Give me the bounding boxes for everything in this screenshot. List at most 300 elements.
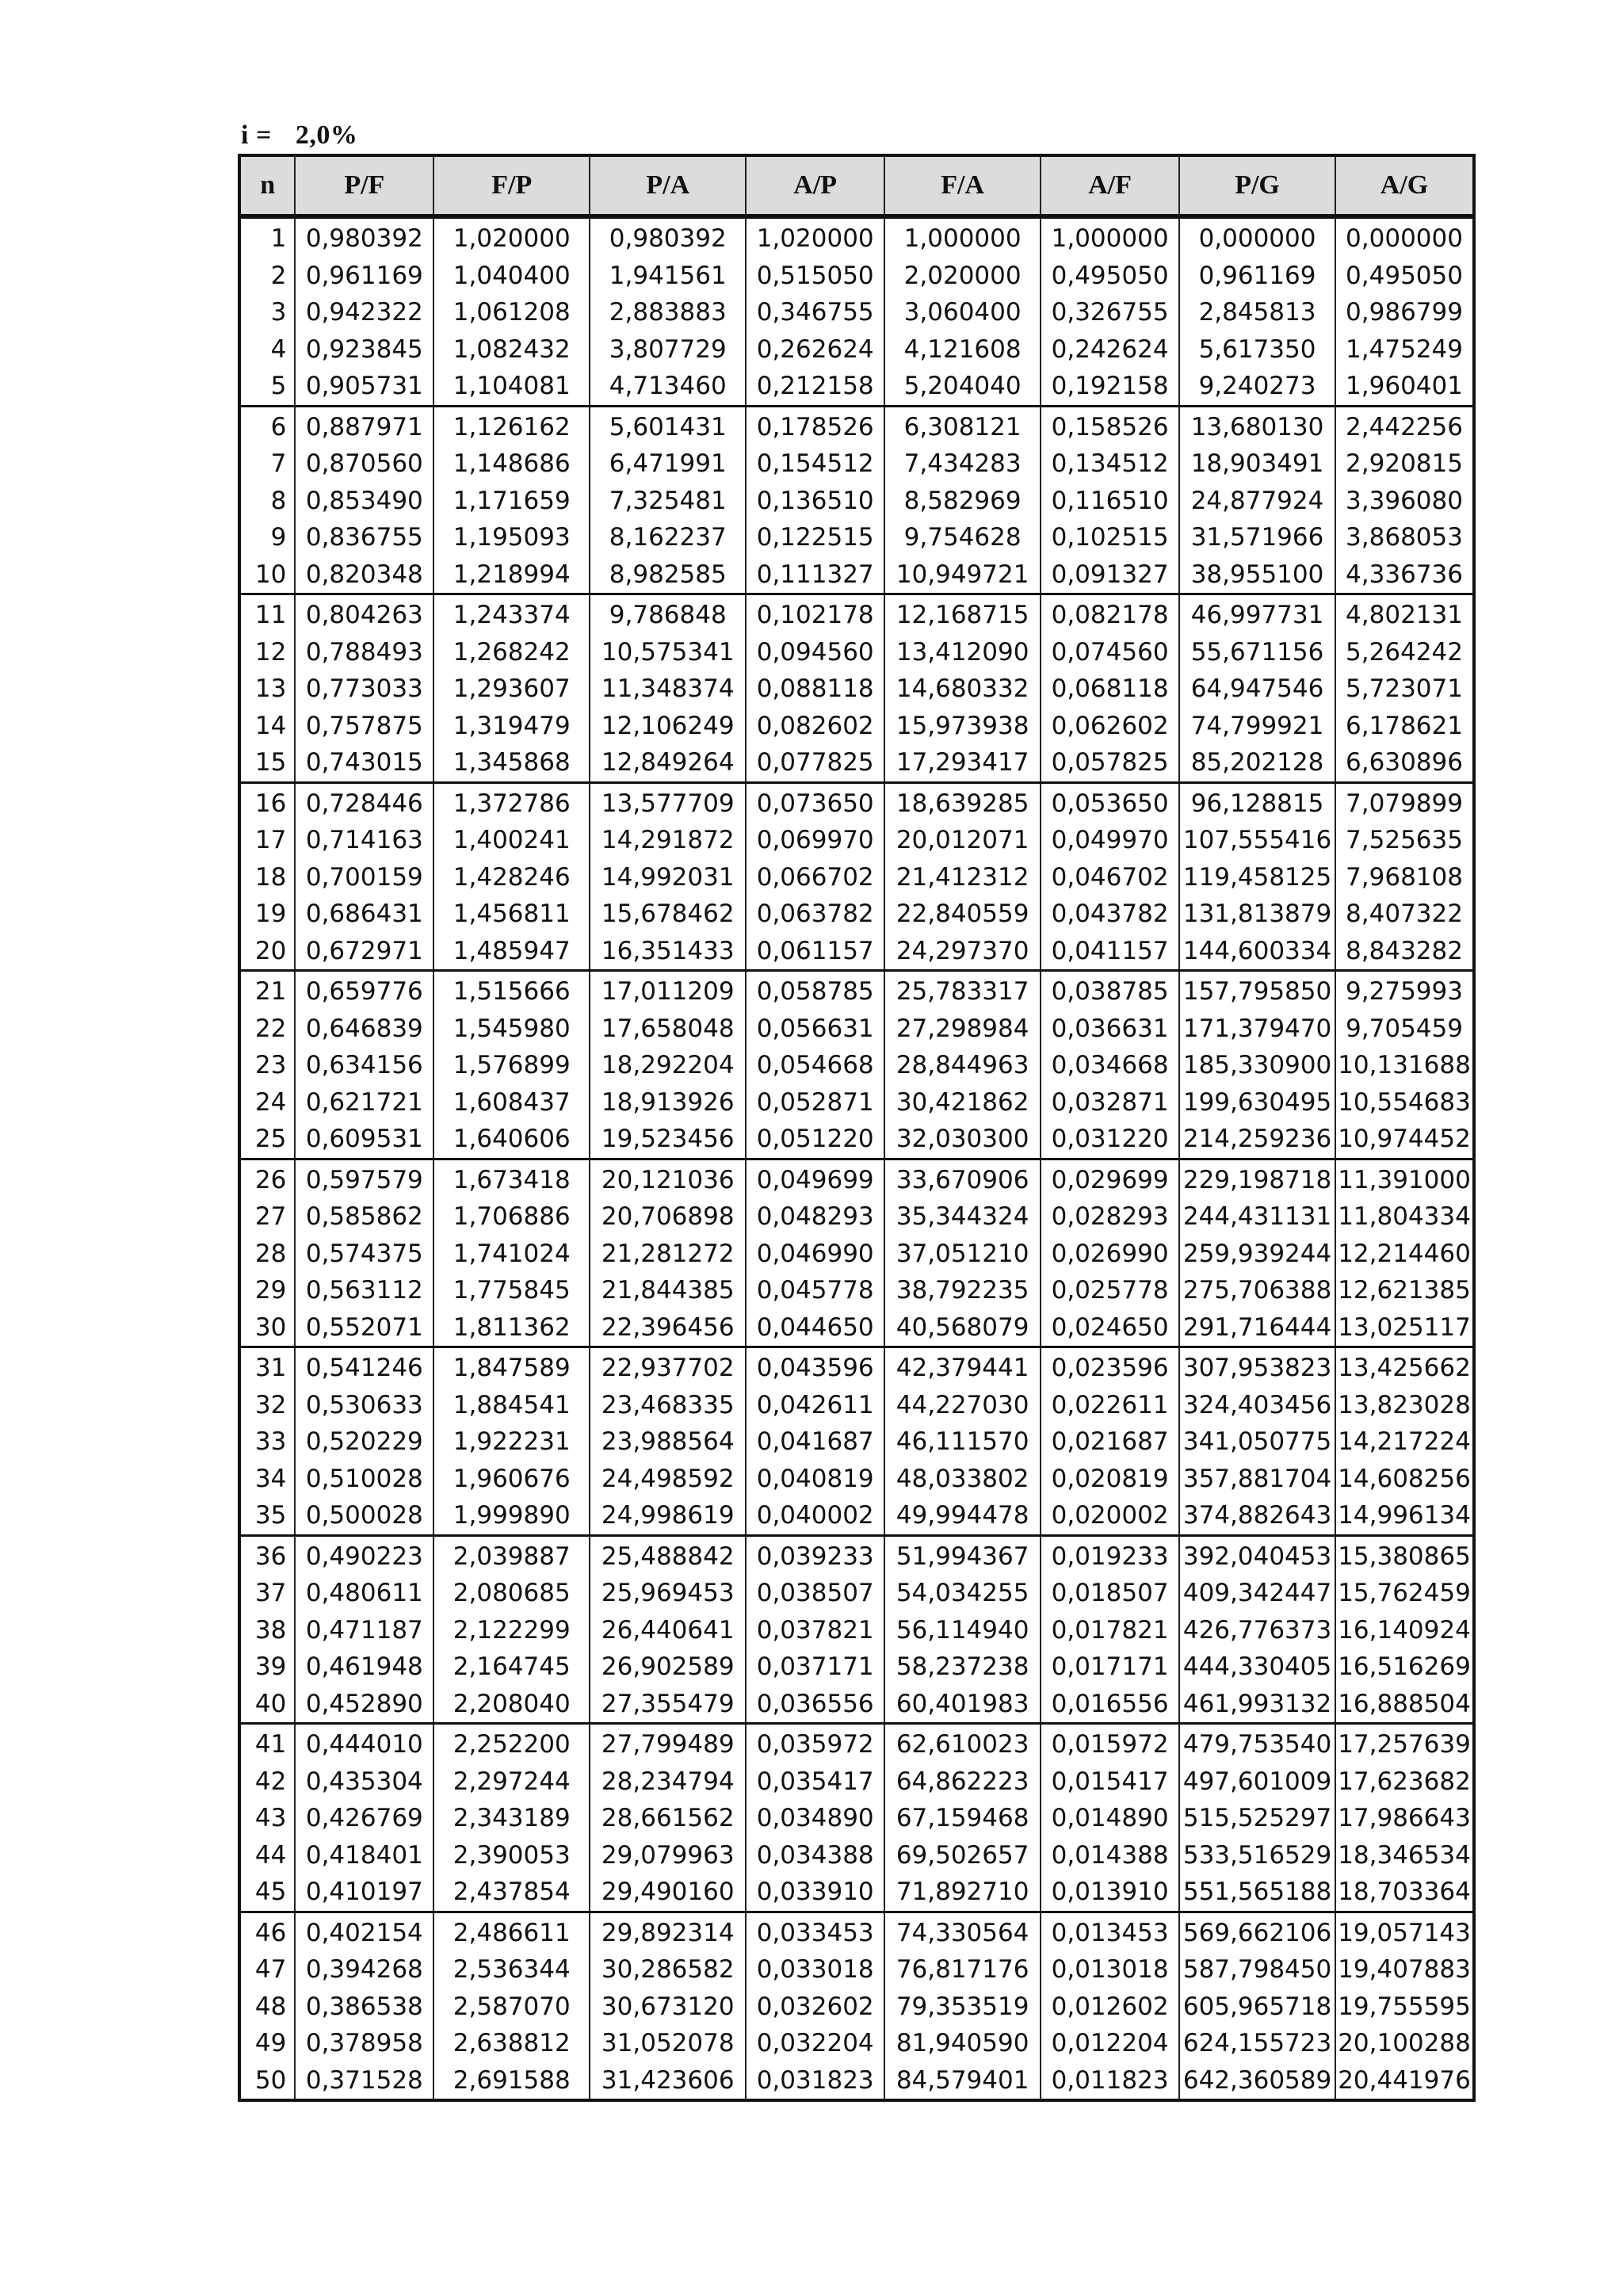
period-cell: 20	[239, 933, 295, 971]
factor-cell: 67,159468	[884, 1800, 1041, 1837]
factor-cell: 0,016556	[1041, 1686, 1179, 1724]
factor-cell: 2,164745	[433, 1648, 590, 1686]
factor-cell: 1,195093	[433, 519, 590, 556]
factor-cell: 15,762459	[1335, 1575, 1474, 1612]
factor-cell: 1,673418	[433, 1159, 590, 1198]
factor-cell: 0,043596	[746, 1347, 884, 1387]
factor-cell: 20,012071	[884, 822, 1041, 859]
period-cell: 6	[239, 406, 295, 445]
table-row	[239, 822, 1474, 859]
table-row	[239, 1648, 1474, 1686]
period-cell: 24	[239, 1084, 295, 1121]
factor-cell: 16,888504	[1335, 1686, 1474, 1724]
factor-cell: 244,431131	[1179, 1198, 1335, 1236]
factor-cell: 7,525635	[1335, 822, 1474, 859]
factor-cell: 31,052078	[590, 2025, 746, 2062]
period-cell: 12	[239, 634, 295, 671]
factor-cell: 25,488842	[590, 1535, 746, 1575]
factor-cell: 0,410197	[295, 1874, 433, 1912]
factor-cell: 20,121036	[590, 1159, 746, 1198]
factor-cell: 0,082602	[746, 708, 884, 745]
factor-cell: 14,291872	[590, 822, 746, 859]
factor-cell: 5,264242	[1335, 634, 1474, 671]
factor-cell: 10,554683	[1335, 1084, 1474, 1121]
factor-cell: 0,039233	[746, 1535, 884, 1575]
factor-cell: 0,597579	[295, 1159, 433, 1198]
factor-cell: 642,360589	[1179, 2062, 1335, 2101]
table-row	[239, 1198, 1474, 1236]
factor-cell: 1,000000	[1041, 216, 1179, 258]
table-row	[239, 1461, 1474, 1498]
table-row	[239, 1272, 1474, 1309]
factor-cell: 29,892314	[590, 1912, 746, 1951]
factor-cell: 0,015417	[1041, 1763, 1179, 1801]
factor-cell: 1,040400	[433, 258, 590, 295]
factor-cell: 0,036631	[1041, 1010, 1179, 1048]
factor-cell: 0,515050	[746, 258, 884, 295]
factor-cell: 0,019233	[1041, 1535, 1179, 1575]
period-cell: 43	[239, 1800, 295, 1837]
table-row	[239, 1121, 1474, 1159]
table-header	[239, 155, 1474, 216]
factor-cell: 2,390053	[433, 1837, 590, 1874]
factor-cell: 0,804263	[295, 594, 433, 634]
period-cell: 50	[239, 2062, 295, 2101]
factor-cell: 0,074560	[1041, 634, 1179, 671]
factor-cell: 2,020000	[884, 258, 1041, 295]
factor-cell: 21,844385	[590, 1272, 746, 1309]
factor-cell: 46,997731	[1179, 594, 1335, 634]
factor-cell: 0,011823	[1041, 2062, 1179, 2101]
interest-rate-label: i =	[241, 120, 272, 150]
factor-cell: 24,877924	[1179, 483, 1335, 520]
factor-cell: 14,992031	[590, 859, 746, 896]
factor-cell: 1,941561	[590, 258, 746, 295]
factor-cell: 0,043782	[1041, 896, 1179, 933]
factor-cell: 107,555416	[1179, 822, 1335, 859]
factor-cell: 1,741024	[433, 1236, 590, 1273]
factor-cell: 40,568079	[884, 1309, 1041, 1347]
factor-cell: 0,054668	[746, 1047, 884, 1084]
factor-cell: 0,040819	[746, 1461, 884, 1498]
factor-cell: 0,069970	[746, 822, 884, 859]
table-row	[239, 634, 1474, 671]
period-cell: 10	[239, 556, 295, 594]
factor-cell: 0,068118	[1041, 670, 1179, 708]
factor-cell: 0,088118	[746, 670, 884, 708]
factor-cell: 0,672971	[295, 933, 433, 971]
factor-cell: 0,073650	[746, 782, 884, 822]
factor-cell: 409,342447	[1179, 1575, 1335, 1612]
factor-cell: 28,844963	[884, 1047, 1041, 1084]
period-cell: 49	[239, 2025, 295, 2062]
factor-cell: 54,034255	[884, 1575, 1041, 1612]
column-header-a-p: A/P	[746, 155, 884, 216]
factor-cell: 1,082432	[433, 331, 590, 369]
factor-cell: 199,630495	[1179, 1084, 1335, 1121]
factor-cell: 0,402154	[295, 1912, 433, 1951]
factor-cell: 275,706388	[1179, 1272, 1335, 1309]
period-cell: 18	[239, 859, 295, 896]
period-cell: 29	[239, 1272, 295, 1309]
factor-cell: 0,541246	[295, 1347, 433, 1387]
factor-cell: 7,325481	[590, 483, 746, 520]
factor-cell: 2,208040	[433, 1686, 590, 1724]
factor-cell: 13,425662	[1335, 1347, 1474, 1387]
factor-cell: 0,905731	[295, 368, 433, 406]
table-row	[239, 1535, 1474, 1575]
period-cell: 41	[239, 1724, 295, 1763]
factor-cell: 0,728446	[295, 782, 433, 822]
factor-cell: 1,293607	[433, 670, 590, 708]
factor-cell: 0,013910	[1041, 1874, 1179, 1912]
factor-cell: 51,994367	[884, 1535, 1041, 1575]
factor-cell: 0,077825	[746, 744, 884, 782]
table-row	[239, 1800, 1474, 1837]
factor-cell: 551,565188	[1179, 1874, 1335, 1912]
factor-cell: 1,884541	[433, 1387, 590, 1424]
factor-cell: 0,585862	[295, 1198, 433, 1236]
table-row	[239, 368, 1474, 406]
factor-cell: 1,485947	[433, 933, 590, 971]
period-cell: 17	[239, 822, 295, 859]
factor-cell: 1,243374	[433, 594, 590, 634]
period-cell: 22	[239, 1010, 295, 1048]
period-cell: 34	[239, 1461, 295, 1498]
table-row	[239, 859, 1474, 896]
table-row	[239, 670, 1474, 708]
factor-cell: 0,490223	[295, 1535, 433, 1575]
factor-cell: 1,576899	[433, 1047, 590, 1084]
table-row	[239, 1236, 1474, 1273]
factor-cell: 0,743015	[295, 744, 433, 782]
factor-cell: 0,500028	[295, 1497, 433, 1535]
factor-cell: 1,608437	[433, 1084, 590, 1121]
factor-cell: 0,346755	[746, 294, 884, 331]
table-row	[239, 1347, 1474, 1387]
factor-cell: 259,939244	[1179, 1236, 1335, 1273]
period-cell: 19	[239, 896, 295, 933]
period-cell: 47	[239, 1951, 295, 1988]
factor-cell: 37,051210	[884, 1236, 1041, 1273]
factor-cell: 0,049699	[746, 1159, 884, 1198]
factor-cell: 392,040453	[1179, 1535, 1335, 1575]
factor-cell: 0,038785	[1041, 971, 1179, 1010]
factor-cell: 9,786848	[590, 594, 746, 634]
factor-cell: 324,403456	[1179, 1387, 1335, 1424]
factor-cell: 0,646839	[295, 1010, 433, 1048]
factor-cell: 2,080685	[433, 1575, 590, 1612]
factor-cell: 0,111327	[746, 556, 884, 594]
factor-cell: 0,032602	[746, 1988, 884, 2026]
factor-cell: 185,330900	[1179, 1047, 1335, 1084]
factor-cell: 0,057825	[1041, 744, 1179, 782]
factor-cell: 0,102515	[1041, 519, 1179, 556]
factor-cell: 0,887971	[295, 406, 433, 445]
factor-cell: 60,401983	[884, 1686, 1041, 1724]
factor-cell: 2,343189	[433, 1800, 590, 1837]
factor-cell: 17,986643	[1335, 1800, 1474, 1837]
factor-cell: 1,475249	[1335, 331, 1474, 369]
factor-cell: 0,032204	[746, 2025, 884, 2062]
factor-cell: 0,773033	[295, 670, 433, 708]
factor-cell: 374,882643	[1179, 1497, 1335, 1535]
factor-cell: 12,168715	[884, 594, 1041, 634]
factor-cell: 0,870560	[295, 445, 433, 483]
factor-cell: 0,394268	[295, 1951, 433, 1988]
factor-cell: 0,028293	[1041, 1198, 1179, 1236]
factor-cell: 44,227030	[884, 1387, 1041, 1424]
table-row	[239, 1988, 1474, 2026]
factor-cell: 16,140924	[1335, 1612, 1474, 1649]
factor-cell: 0,659776	[295, 971, 433, 1010]
factor-cell: 56,114940	[884, 1612, 1041, 1649]
factor-cell: 2,536344	[433, 1951, 590, 1988]
factor-cell: 5,204040	[884, 368, 1041, 406]
factor-cell: 18,292204	[590, 1047, 746, 1084]
factor-cell: 19,057143	[1335, 1912, 1474, 1951]
factor-cell: 30,673120	[590, 1988, 746, 2026]
factor-cell: 444,330405	[1179, 1648, 1335, 1686]
factor-cell: 0,154512	[746, 445, 884, 483]
factor-cell: 0,014388	[1041, 1837, 1179, 1874]
factor-cell: 4,336736	[1335, 556, 1474, 594]
factor-cell: 17,658048	[590, 1010, 746, 1048]
factor-cell: 23,988564	[590, 1423, 746, 1461]
interest-rate-heading	[241, 120, 357, 151]
factor-cell: 0,035417	[746, 1763, 884, 1801]
period-cell: 30	[239, 1309, 295, 1347]
factor-cell: 2,122299	[433, 1612, 590, 1649]
factor-cell: 357,881704	[1179, 1461, 1335, 1498]
factor-cell: 0,961169	[295, 258, 433, 295]
column-header-p-a: P/A	[590, 155, 746, 216]
factor-cell: 0,033018	[746, 1951, 884, 1988]
factor-cell: 11,348374	[590, 670, 746, 708]
factor-cell: 22,396456	[590, 1309, 746, 1347]
factor-cell: 0,017171	[1041, 1648, 1179, 1686]
factor-cell: 0,031823	[746, 2062, 884, 2101]
factor-cell: 0,066702	[746, 859, 884, 896]
factor-cell: 24,998619	[590, 1497, 746, 1535]
factor-cell: 0,014890	[1041, 1800, 1179, 1837]
factor-cell: 16,516269	[1335, 1648, 1474, 1686]
factor-cell: 26,440641	[590, 1612, 746, 1649]
table-row	[239, 1951, 1474, 1988]
period-cell: 32	[239, 1387, 295, 1424]
factor-cell: 1,372786	[433, 782, 590, 822]
table-row	[239, 294, 1474, 331]
factor-cell: 291,716444	[1179, 1309, 1335, 1347]
factor-cell: 2,587070	[433, 1988, 590, 2026]
factor-cell: 8,582969	[884, 483, 1041, 520]
table-row	[239, 1497, 1474, 1535]
factor-cell: 24,498592	[590, 1461, 746, 1498]
factor-cell: 13,412090	[884, 634, 1041, 671]
factor-cell: 38,955100	[1179, 556, 1335, 594]
factor-cell: 7,968108	[1335, 859, 1474, 896]
period-cell: 37	[239, 1575, 295, 1612]
period-cell: 36	[239, 1535, 295, 1575]
period-cell: 16	[239, 782, 295, 822]
factor-cell: 0,942322	[295, 294, 433, 331]
period-cell: 31	[239, 1347, 295, 1387]
factor-cell: 30,421862	[884, 1084, 1041, 1121]
period-cell: 26	[239, 1159, 295, 1198]
factor-cell: 1,218994	[433, 556, 590, 594]
factor-cell: 0,013453	[1041, 1912, 1179, 1951]
factor-cell: 1,400241	[433, 822, 590, 859]
factor-cell: 14,608256	[1335, 1461, 1474, 1498]
factor-cell: 1,922231	[433, 1423, 590, 1461]
factor-cell: 0,686431	[295, 896, 433, 933]
table-row	[239, 1874, 1474, 1912]
factor-cell: 0,025778	[1041, 1272, 1179, 1309]
factor-cell: 85,202128	[1179, 744, 1335, 782]
table-row	[239, 1612, 1474, 1649]
period-cell: 8	[239, 483, 295, 520]
table-row	[239, 331, 1474, 369]
factor-cell: 35,344324	[884, 1198, 1041, 1236]
factor-cell: 0,056631	[746, 1010, 884, 1048]
factor-cell: 62,610023	[884, 1724, 1041, 1763]
interest-factor-table	[238, 154, 1476, 2102]
factor-cell: 0,035972	[746, 1724, 884, 1763]
factor-cell: 1,126162	[433, 406, 590, 445]
period-cell: 5	[239, 368, 295, 406]
factor-cell: 119,458125	[1179, 859, 1335, 896]
factor-cell: 4,121608	[884, 331, 1041, 369]
factor-cell: 0,023596	[1041, 1347, 1179, 1387]
factor-cell: 0,012602	[1041, 1988, 1179, 2026]
factor-cell: 0,820348	[295, 556, 433, 594]
factor-cell: 3,807729	[590, 331, 746, 369]
factor-cell: 4,713460	[590, 368, 746, 406]
factor-cell: 1,319479	[433, 708, 590, 745]
factor-cell: 0,032871	[1041, 1084, 1179, 1121]
factor-cell: 2,883883	[590, 294, 746, 331]
factor-cell: 17,257639	[1335, 1724, 1474, 1763]
factor-cell: 1,775845	[433, 1272, 590, 1309]
period-cell: 25	[239, 1121, 295, 1159]
factor-cell: 55,671156	[1179, 634, 1335, 671]
factor-cell: 0,012204	[1041, 2025, 1179, 2062]
factor-cell: 38,792235	[884, 1272, 1041, 1309]
factor-cell: 1,999890	[433, 1497, 590, 1535]
factor-cell: 497,601009	[1179, 1763, 1335, 1801]
factor-cell: 0,102178	[746, 594, 884, 634]
factor-cell: 0,435304	[295, 1763, 433, 1801]
factor-cell: 81,940590	[884, 2025, 1041, 2062]
period-cell: 39	[239, 1648, 295, 1686]
period-cell: 3	[239, 294, 295, 331]
factor-cell: 9,275993	[1335, 971, 1474, 1010]
factor-cell: 42,379441	[884, 1347, 1041, 1387]
factor-cell: 32,030300	[884, 1121, 1041, 1159]
factor-cell: 1,020000	[746, 216, 884, 258]
factor-cell: 49,994478	[884, 1497, 1041, 1535]
factor-cell: 10,974452	[1335, 1121, 1474, 1159]
period-cell: 48	[239, 1988, 295, 2026]
factor-cell: 3,396080	[1335, 483, 1474, 520]
factor-cell: 14,217224	[1335, 1423, 1474, 1461]
factor-cell: 0,853490	[295, 483, 433, 520]
factor-cell: 1,960401	[1335, 368, 1474, 406]
table-row	[239, 933, 1474, 971]
factor-cell: 0,040002	[746, 1497, 884, 1535]
table-row	[239, 519, 1474, 556]
factor-cell: 0,634156	[295, 1047, 433, 1084]
factor-cell: 0,700159	[295, 859, 433, 896]
table-row	[239, 216, 1474, 258]
factor-cell: 1,706886	[433, 1198, 590, 1236]
factor-cell: 31,423606	[590, 2062, 746, 2101]
factor-cell: 9,705459	[1335, 1010, 1474, 1048]
factor-cell: 2,442256	[1335, 406, 1474, 445]
factor-cell: 1,148686	[433, 445, 590, 483]
factor-cell: 74,330564	[884, 1912, 1041, 1951]
factor-cell: 144,600334	[1179, 933, 1335, 971]
factor-cell: 15,380865	[1335, 1535, 1474, 1575]
period-cell: 38	[239, 1612, 295, 1649]
table-row	[239, 2025, 1474, 2062]
factor-cell: 7,079899	[1335, 782, 1474, 822]
factor-cell: 25,969453	[590, 1575, 746, 1612]
factor-cell: 23,468335	[590, 1387, 746, 1424]
factor-cell: 79,353519	[884, 1988, 1041, 2026]
factor-cell: 12,214460	[1335, 1236, 1474, 1273]
factor-cell: 33,670906	[884, 1159, 1041, 1198]
factor-cell: 0,044650	[746, 1309, 884, 1347]
factor-cell: 0,046990	[746, 1236, 884, 1273]
factor-cell: 18,703364	[1335, 1874, 1474, 1912]
factor-cell: 20,441976	[1335, 2062, 1474, 2101]
factor-cell: 29,079963	[590, 1837, 746, 1874]
factor-cell: 71,892710	[884, 1874, 1041, 1912]
factor-cell: 6,308121	[884, 406, 1041, 445]
factor-cell: 0,480611	[295, 1575, 433, 1612]
factor-cell: 12,106249	[590, 708, 746, 745]
factor-cell: 0,242624	[1041, 331, 1179, 369]
factor-cell: 22,840559	[884, 896, 1041, 933]
factor-cell: 131,813879	[1179, 896, 1335, 933]
table-row	[239, 1686, 1474, 1724]
factor-cell: 0,018507	[1041, 1575, 1179, 1612]
factor-cell: 515,525297	[1179, 1800, 1335, 1837]
factor-cell: 28,234794	[590, 1763, 746, 1801]
factor-cell: 69,502657	[884, 1837, 1041, 1874]
factor-cell: 0,017821	[1041, 1612, 1179, 1649]
factor-cell: 15,678462	[590, 896, 746, 933]
factor-cell: 17,293417	[884, 744, 1041, 782]
factor-cell: 26,902589	[590, 1648, 746, 1686]
factor-cell: 0,022611	[1041, 1387, 1179, 1424]
factor-cell: 307,953823	[1179, 1347, 1335, 1387]
period-cell: 23	[239, 1047, 295, 1084]
table-row	[239, 258, 1474, 295]
factor-cell: 5,601431	[590, 406, 746, 445]
factor-cell: 20,100288	[1335, 2025, 1474, 2062]
factor-cell: 27,799489	[590, 1724, 746, 1763]
factor-cell: 1,456811	[433, 896, 590, 933]
factor-cell: 0,015972	[1041, 1724, 1179, 1763]
factor-cell: 18,346534	[1335, 1837, 1474, 1874]
table-row	[239, 1159, 1474, 1198]
period-cell: 4	[239, 331, 295, 369]
column-header-f-a: F/A	[884, 155, 1041, 216]
factor-cell: 18,913926	[590, 1084, 746, 1121]
factor-cell: 6,471991	[590, 445, 746, 483]
